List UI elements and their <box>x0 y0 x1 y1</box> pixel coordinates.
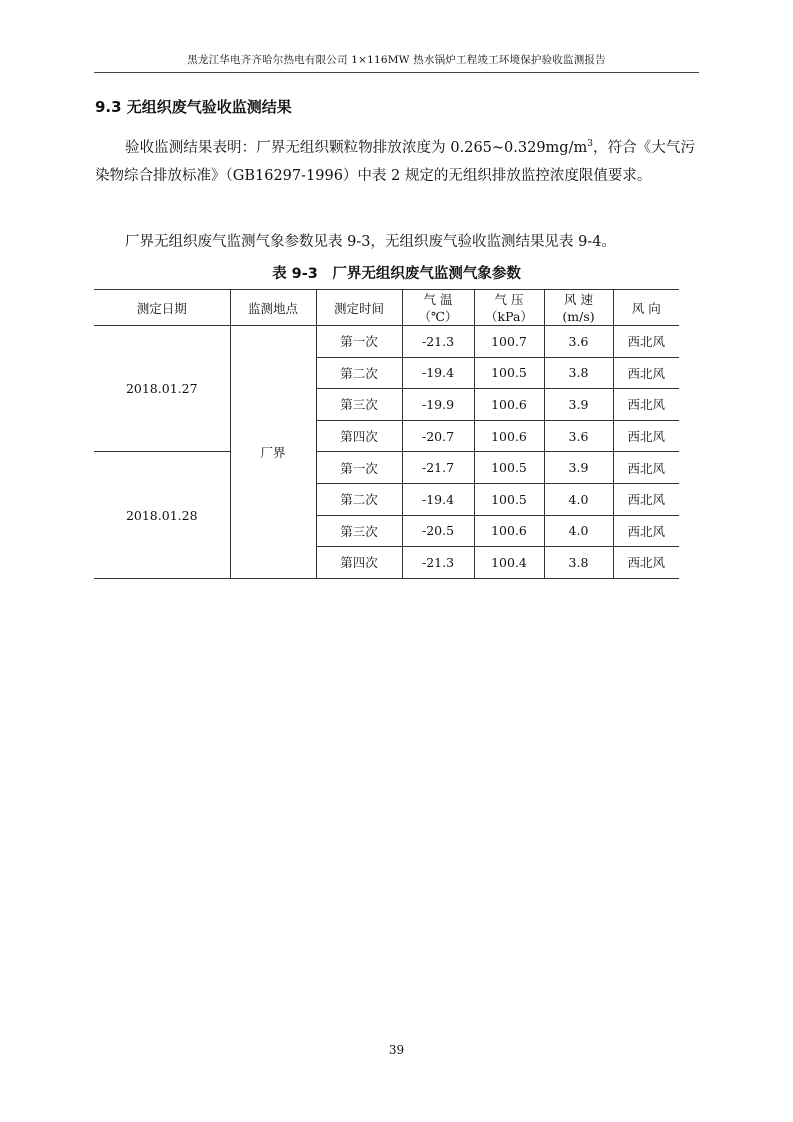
date-cell: 2018.01.27 <box>94 326 230 452</box>
temperature-cell: -21.3 <box>402 326 474 358</box>
wind-speed-cell: 3.8 <box>544 547 613 579</box>
section-title: 9.3 无组织废气验收监测结果 <box>95 98 292 116</box>
time-cell: 第二次 <box>316 357 402 389</box>
wind-speed-cell: 3.8 <box>544 357 613 389</box>
wind-direction-cell: 西北风 <box>613 420 679 452</box>
header-temperature-label: 气 温 <box>423 291 453 307</box>
table-caption: 表 9-3 厂界无组织废气监测气象参数 <box>272 266 521 282</box>
wind-speed-cell: 3.6 <box>544 420 613 452</box>
header-pressure-unit: （kPa） <box>485 308 533 324</box>
header-temperature-unit: （℃） <box>418 308 458 324</box>
pressure-cell: 100.6 <box>474 389 544 421</box>
time-cell: 第四次 <box>316 547 402 579</box>
wind-speed-cell: 4.0 <box>544 515 613 547</box>
time-cell: 第一次 <box>316 326 402 358</box>
wind-speed-cell: 3.9 <box>544 452 613 484</box>
header-wind-speed-unit: (m/s) <box>562 308 595 324</box>
table-row <box>94 326 679 358</box>
unit-superscript: 3 <box>587 139 593 150</box>
time-cell: 第三次 <box>316 389 402 421</box>
wind-speed-cell: 3.6 <box>544 326 613 358</box>
location-cell: 厂界 <box>230 326 316 579</box>
pressure-cell: 100.4 <box>474 547 544 579</box>
temperature-cell: -19.4 <box>402 357 474 389</box>
pressure-cell: 100.5 <box>474 357 544 389</box>
reference-paragraph: 厂界无组织废气监测气象参数见表 9-3，无组织废气验收监测结果见表 9-4。 <box>125 234 616 250</box>
wind-direction-cell: 西北风 <box>613 515 679 547</box>
header-date: 测定日期 <box>94 290 230 326</box>
date-cell: 2018.01.28 <box>94 452 230 578</box>
pressure-cell: 100.6 <box>474 420 544 452</box>
header-wind-speed <box>544 290 613 326</box>
wind-direction-cell: 西北风 <box>613 326 679 358</box>
results-text-part2: ，符合《大气污染物综合排放标准》（GB16297-1996）中表 2 规定的无组织排放监控浓度限值要求。 <box>95 140 695 184</box>
wind-direction-cell: 西北风 <box>613 389 679 421</box>
temperature-cell: -20.5 <box>402 515 474 547</box>
header-wind-direction: 风 向 <box>613 290 679 326</box>
results-text-part1: 验收监测结果表明：厂界无组织颗粒物排放浓度为 0.265~0.329mg/m <box>125 140 588 156</box>
wind-speed-cell: 4.0 <box>544 483 613 515</box>
pressure-cell: 100.7 <box>474 326 544 358</box>
pressure-cell: 100.6 <box>474 515 544 547</box>
time-cell: 第四次 <box>316 420 402 452</box>
time-cell: 第二次 <box>316 483 402 515</box>
pressure-cell: 100.5 <box>474 452 544 484</box>
results-paragraph <box>95 134 695 190</box>
header-pressure <box>474 290 544 326</box>
header-pressure-label: 气 压 <box>494 291 524 307</box>
wind-direction-cell: 西北风 <box>613 357 679 389</box>
time-cell: 第一次 <box>316 452 402 484</box>
pressure-cell: 100.5 <box>474 483 544 515</box>
temperature-cell: -19.9 <box>402 389 474 421</box>
table-header-row <box>94 290 679 326</box>
header-wind-speed-label: 风 速 <box>564 291 593 307</box>
time-cell: 第三次 <box>316 515 402 547</box>
temperature-cell: -21.3 <box>402 547 474 579</box>
table-row <box>94 452 679 484</box>
temperature-cell: -20.7 <box>402 420 474 452</box>
temperature-cell: -21.7 <box>402 452 474 484</box>
wind-direction-cell: 西北风 <box>613 452 679 484</box>
wind-direction-cell: 西北风 <box>613 483 679 515</box>
header-location: 监测地点 <box>230 290 316 326</box>
report-header: 黑龙江华电齐齐哈尔热电有限公司 1×116MW 热水锅炉工程竣工环境保护验收监测报告 <box>187 54 606 66</box>
wind-direction-cell: 西北风 <box>613 547 679 579</box>
temperature-cell: -19.4 <box>402 483 474 515</box>
wind-speed-cell: 3.9 <box>544 389 613 421</box>
meteorological-parameters-table <box>94 289 679 579</box>
page-number: 39 <box>388 1043 405 1057</box>
header-temperature <box>402 290 474 326</box>
header-divider <box>94 72 699 73</box>
header-time: 测定时间 <box>316 290 402 326</box>
